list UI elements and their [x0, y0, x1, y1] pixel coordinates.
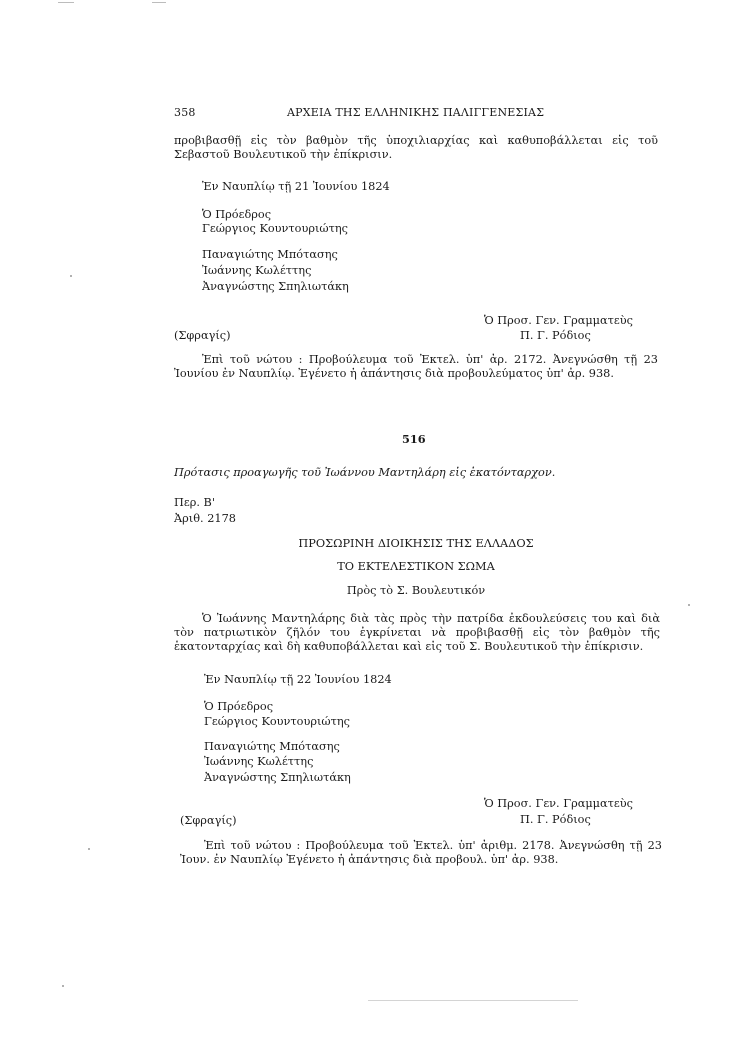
scan-speck	[88, 848, 90, 850]
doc515-member-3: Ἀναγνώστης Σπηλιωτάκη	[202, 280, 349, 293]
doc515-member-2: Ἰωάννης Κωλέττης	[202, 264, 312, 277]
doc516-place-date: Ἐν Ναυπλίῳ τῇ 22 Ἰουνίου 1824	[204, 673, 392, 686]
doc516-verso-note: Ἐπὶ τοῦ νώτου : Προβούλευμα τοῦ Ἐκτελ. ὑπ' ἀριθμ. 2178. Ἀνεγνώσθη τῇ 23 Ἰουν. ἐν Ναυπλίῳ Ἐγένετο ἡ ἀπάντησις διὰ προβουλ. ὑπ' ἀρ. 938.	[180, 839, 662, 866]
doc516-member-2: Ἰωάννης Κωλέττης	[204, 755, 314, 768]
page-number: 358	[174, 106, 196, 119]
doc516-ref-number: Ἀριθ. 2178	[174, 512, 236, 525]
doc515-continuation-text: προβιβασθῇ εἰς τὸν βαθμὸν τῆς ὑποχιλιαρχίας καὶ καθυποβάλλεται εἰς τοῦ Σεβαστοῦ Βουλευτικοῦ τὴν ἐπίκρισιν.	[174, 134, 658, 161]
scan-speck	[688, 604, 690, 606]
doc515-secretary-title: Ὁ Προσ. Γεν. Γραμματεὺς	[484, 314, 633, 327]
doc516-president-title: Ὁ Πρόεδρος	[204, 700, 274, 713]
scan-artifact-top-left	[58, 2, 74, 3]
scan-speck	[62, 985, 64, 987]
doc516-addressee: Πρὸς τὸ Σ. Βουλευτικόν	[346, 584, 486, 597]
doc516-secretary-name: Π. Γ. Ρόδιος	[520, 813, 591, 826]
scan-artifact-bottom	[368, 1000, 578, 1001]
running-title: ΑΡΧΕΙΑ ΤΗΣ ΕΛΛΗΝΙΚΗΣ ΠΑΛΙΓΓΕΝΕΣΙΑΣ	[287, 106, 545, 119]
doc516-member-1: Παναγιώτης Μπότασης	[204, 740, 340, 753]
doc515-member-1: Παναγιώτης Μπότασης	[202, 248, 338, 261]
doc516-heading-executive: ΤΟ ΕΚΤΕΛΕΣΤΙΚΟΝ ΣΩΜΑ	[337, 560, 495, 573]
scan-artifact-top-mid	[152, 2, 166, 3]
doc516-body-text: Ὁ Ἰωάννης Μαντηλάρης διὰ τὰς πρὸς τὴν πατρίδα ἐκδουλεύσεις του καὶ διὰ τὸν πατριωτικὸν ζῆλόν του ἐγκρίνεται νὰ προβιβασθῇ εἰς τὸν βαθμὸν τῆς ἑκατονταρχίας καὶ δὴ καθυποβάλλεται καὶ εἰς τοῦ Σ. Βουλευτικοῦ τὴν ἐπίκρισιν.	[174, 612, 660, 653]
doc516-period: Περ. Β'	[174, 496, 215, 509]
doc515-verso-note: Ἐπὶ τοῦ νώτου : Προβούλευμα τοῦ Ἐκτελ. ὑπ' ἀρ. 2172. Ἀνεγνώσθη τῇ 23 Ἰουνίου ἐν Ναυπλίῳ. Ἐγένετο ἡ ἀπάντησις διὰ προβουλεύματος ὑπ' ἀρ. 938.	[174, 353, 658, 380]
doc516-member-3: Ἀναγνώστης Σπηλιωτάκη	[204, 771, 351, 784]
doc516-summary-title: Πρότασις προαγωγῆς τοῦ Ἰωάννου Μαντηλάρη εἰς ἑκατόνταρχον.	[174, 466, 556, 479]
doc515-seal: (Σφραγίς)	[174, 329, 231, 342]
doc516-number: 516	[402, 432, 426, 446]
scan-speck	[70, 275, 72, 277]
doc516-heading-government: ΠΡΟΣΩΡΙΝΗ ΔΙΟΙΚΗΣΙΣ ΤΗΣ ΕΛΛΑΔΟΣ	[298, 537, 534, 550]
doc515-president-name: Γεώργιος Κουντουριώτης	[202, 222, 348, 235]
doc515-president-title: Ὁ Πρόεδρος	[202, 208, 272, 221]
doc515-secretary-name: Π. Γ. Ρόδιος	[520, 329, 591, 342]
doc516-secretary-title: Ὁ Προσ. Γεν. Γραμματεὺς	[484, 797, 633, 810]
doc516-seal: (Σφραγίς)	[180, 814, 237, 827]
doc515-place-date: Ἐν Ναυπλίῳ τῇ 21 Ἰουνίου 1824	[202, 180, 390, 193]
doc516-president-name: Γεώργιος Κουντουριώτης	[204, 715, 350, 728]
